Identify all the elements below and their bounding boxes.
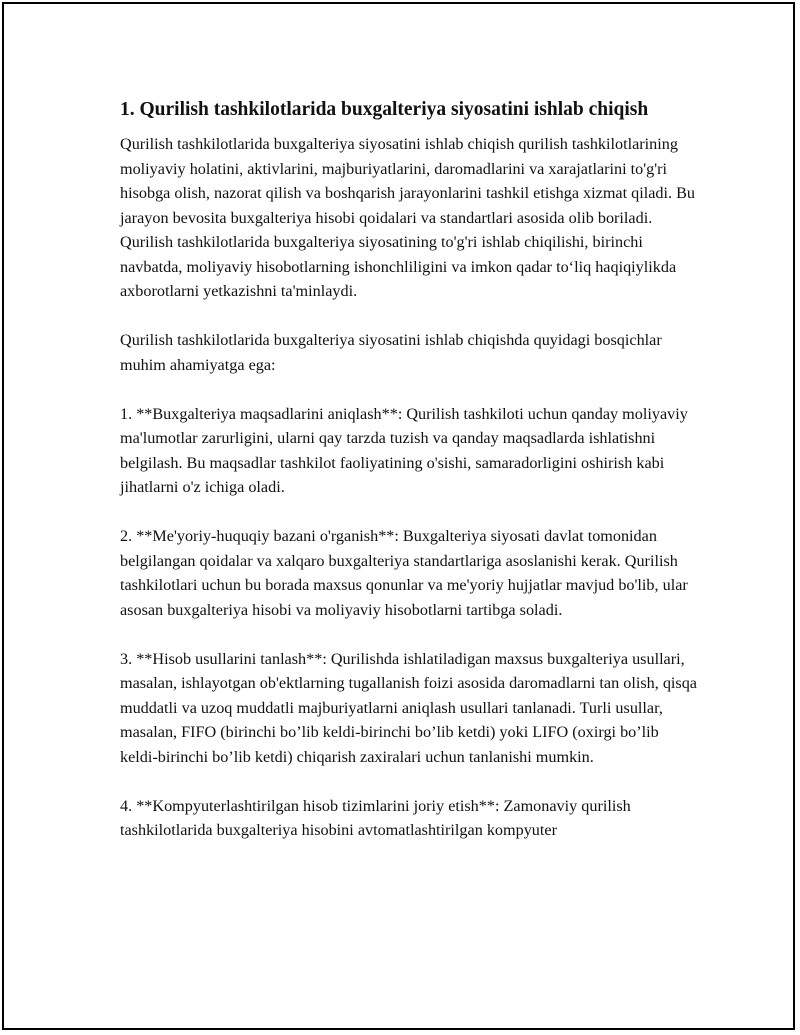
- stages-intro-paragraph: Qurilish tashkilotlarida buxgalteriya siyosatini ishlab chiqishda quyidagi bosqichlar muhim ahamiyatga ega:: [120, 331, 662, 374]
- section-heading: 1. Qurilish tashkilotlarida buxgalteriya siyosatini ishlab chiqish: [120, 99, 649, 120]
- list-item-3: 3. **Hisob usullarini tanlash**: Qurilishda ishlatiladigan maxsus buxgalteriya usullari, masalan, ishlayotgan ob'ektlarning tugallanish foizi asosida daromadlarni tan olish, qisqa muddatli va uzoq muddatli majburiyatlarni aniqlash usullari tanlanadi. Turli usullar, masalan, FIFO (birinchi bo’lib keldi-birinchi bo’lib ketdi) yoki LIFO (oxirgi bo’lib keldi-birinchi bo’lib ketdi) chiqarish zaxiralari uchun tanlanishi mumkin.: [120, 649, 697, 766]
- list-item-2: 2. **Me'yoriy-huquqiy bazani o'rganish**: Buxgalteriya siyosati davlat tomonidan belgilangan qoidalar va xalqaro buxgalteriya standartlariga asoslanishi kerak. Qurilish tashkilotlari uchun bu borada maxsus qonunlar va me'yoriy hujjatlar mavjud bo'lib, ular asosan buxgalteriya hisobi va moliyaviy hisobotlarni tartibga soladi.: [120, 527, 688, 619]
- intro-paragraph: Qurilish tashkilotlarida buxgalteriya siyosatini ishlab chiqish qurilish tashkilotlarining moliyaviy holatini, aktivlarini, majburiyatlarini, daromadlarini va xarajatlarini to'g'ri hisobga olish, nazorat qilish va boshqarish jarayonlarini tashkil etishga xizmat qiladi. Bu jarayon bevosita buxgalteriya hisobi qoidalari va standartlari asosida olib boriladi. Qurilish tashkilotlarida buxgalteriya siyosatining to'g'ri ishlab chiqilishi, birinchi navbatda, moliyaviy hisobotlarning ishonchliligini va imkon qadar to‘liq haqiqiylikda axborotlarni yetkazishni ta'minlaydi.: [120, 135, 695, 300]
- page-frame: [2, 2, 795, 1030]
- list-item-4: 4. **Kompyuterlashtirilgan hisob tizimlarini joriy etish**: Zamonaviy qurilish tashkilotlarida buxgalteriya hisobini avtomatlashtirilgan kompyuter: [120, 796, 631, 839]
- list-item-1: 1. **Buxgalteriya maqsadlarini aniqlash**: Qurilish tashkiloti uchun qanday moliyaviy ma'lumotlar zarurligini, ularni qay tarzda tuzish va qanday maqsadlarda ishlatishni belgilash. Bu maqsadlar tashkilot faoliyatining o'sishi, samaradorligini oshirish kabi jihatlarni o'z ichiga oladi.: [120, 404, 688, 496]
- document-body: [120, 97, 700, 867]
